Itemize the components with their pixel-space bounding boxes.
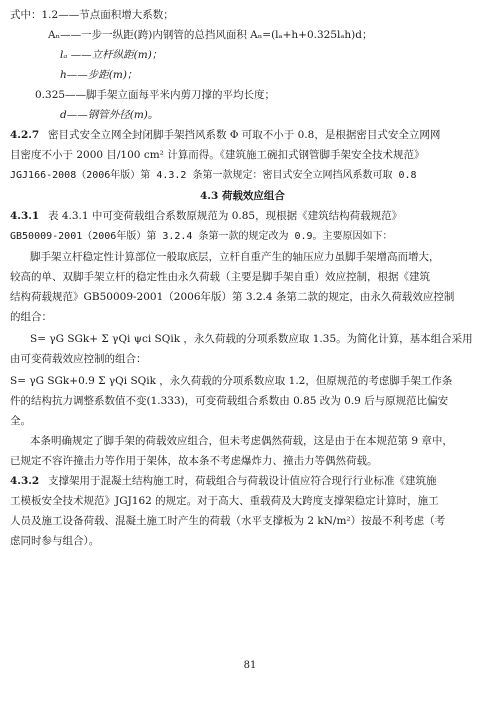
text-run: 全。 [10, 415, 31, 427]
text-run: 0.325——脚手架立面每平米内剪刀撑的平均长度； [35, 89, 276, 101]
text-line [0, 26, 500, 45]
text-run: 工模板安全技术规范》JGJ162 的规定。对于高大、重载荷及大跨度支撑架稳定计算时，施工 [10, 495, 439, 507]
text-run: 结构荷载规范》GB50009-2001（2006年版）第 3.2.4 条第二款的规定，由永久荷载效应控制 [10, 291, 455, 303]
text-line [0, 268, 500, 287]
text-run: 脚手架立杆稳定性计算部位一般取底层，立杆自重产生的轴压应力虽脚手架增高而增大， [30, 251, 440, 263]
text-run: 已规定不容许撞击力等作用于架体，故本条不考虑爆炸力、撞击力等偶然荷载。 [10, 455, 378, 467]
text-run: 人员及施工设备荷载、混凝土施工时产生的荷载（水平支撑板为 2 kN/m²）按最不利考虑（考 [10, 515, 446, 527]
text-line [0, 350, 500, 369]
text-line [0, 166, 500, 185]
text-line [0, 46, 500, 65]
text-line [0, 106, 500, 125]
text-line [0, 227, 500, 246]
text-run: 本条明确规定了脚手架的荷载效应组合，但未考虑偶然荷载，这是由于在本规范第 9 章中， [30, 435, 453, 447]
clause-number: 4.3.1 [10, 210, 40, 222]
text-line [0, 330, 500, 349]
text-run: Aₙ——一步一纵距(跨)内钢管的总挡风面积 Aₙ=(lₐ+h+0.325lₐh)d； [48, 29, 373, 41]
text-line [0, 248, 500, 267]
text-line [0, 6, 500, 25]
text-run: d——钢管外径(m)。 [60, 109, 159, 121]
text-run: 表 4.3.1 中可变荷载组合系数原规范为 0.85，现根据《建筑结构荷载规范》 [48, 210, 403, 222]
text-run: lₐ ——立杆纵距(m)； [60, 49, 163, 61]
page-number: 81 [243, 660, 257, 671]
text-run: 件的结构抗力调整系数值不变(1.333)，可变荷载组合系数由 0.85 改为 0.9 后与原规范比偏安 [10, 395, 449, 407]
text-line [0, 308, 500, 327]
text-run: 支撑架用于混凝土结构施工时，荷载组合与荷载设计值应符合现行行业标准《建筑施 [48, 475, 437, 487]
text-run: 由可变荷载效应控制的组合： [10, 353, 147, 365]
text-line [0, 392, 500, 411]
text-line [0, 86, 500, 105]
text-line [0, 288, 500, 307]
text-line [0, 126, 500, 145]
text-run: 虑同时参与组合）。 [10, 535, 100, 547]
text-line [0, 146, 500, 165]
text-line [0, 372, 500, 391]
text-line [0, 207, 500, 226]
text-run: h——步距(m)； [60, 69, 138, 81]
section-heading: 4.3 荷载效应组合 [200, 190, 285, 202]
clause-number: 4.2.7 [10, 129, 40, 141]
text-run: S= γG SGk+0.9 Σ γQi SQik ，永久荷载的分项系数应取 1.2，但原规范的考虑脚手架工作条 [10, 375, 453, 387]
text-line [0, 187, 500, 206]
text-line [0, 66, 500, 85]
text-line [0, 492, 500, 511]
text-line [0, 472, 500, 491]
text-line [0, 452, 500, 471]
text-run: JGJ166-2008（2006年版）第 4.3.2 条第一款规定：密目式安全立网挡风系数可取 0.8 [10, 170, 417, 181]
text-line [0, 512, 500, 531]
text-run: 的组合： [10, 311, 52, 323]
text-run: 密目式安全立网全封闭脚手架挡风系数 Φ 可取不小于 0.8，是根据密目式安全立网网 [48, 129, 441, 141]
text-run: 较高的单、双脚手架立杆的稳定性由永久荷载（主要是脚手架自重）效应控制，根据《建筑 [10, 271, 430, 283]
text-line [0, 412, 500, 431]
text-line [0, 432, 500, 451]
text-run: 目密度不小于 2000 目/100 cm² 计算而得。《建筑施工碗扣式钢管脚手架安全技术规范》 [10, 149, 425, 161]
clause-number: 4.3.2 [10, 475, 40, 487]
text-run: 式中：1.2——节点面积增大系数； [10, 9, 174, 21]
text-line [0, 532, 500, 551]
text-run: GB50009-2001（2006年版）第 3.2.4 条第一款的规定改为 0.9。主要原因如下： [10, 231, 393, 242]
text-run: S= γG SGk+ Σ γQi ψci SQik ，永久荷载的分项系数应取 1.35。为简化计算，基本组合采用 [30, 333, 473, 345]
